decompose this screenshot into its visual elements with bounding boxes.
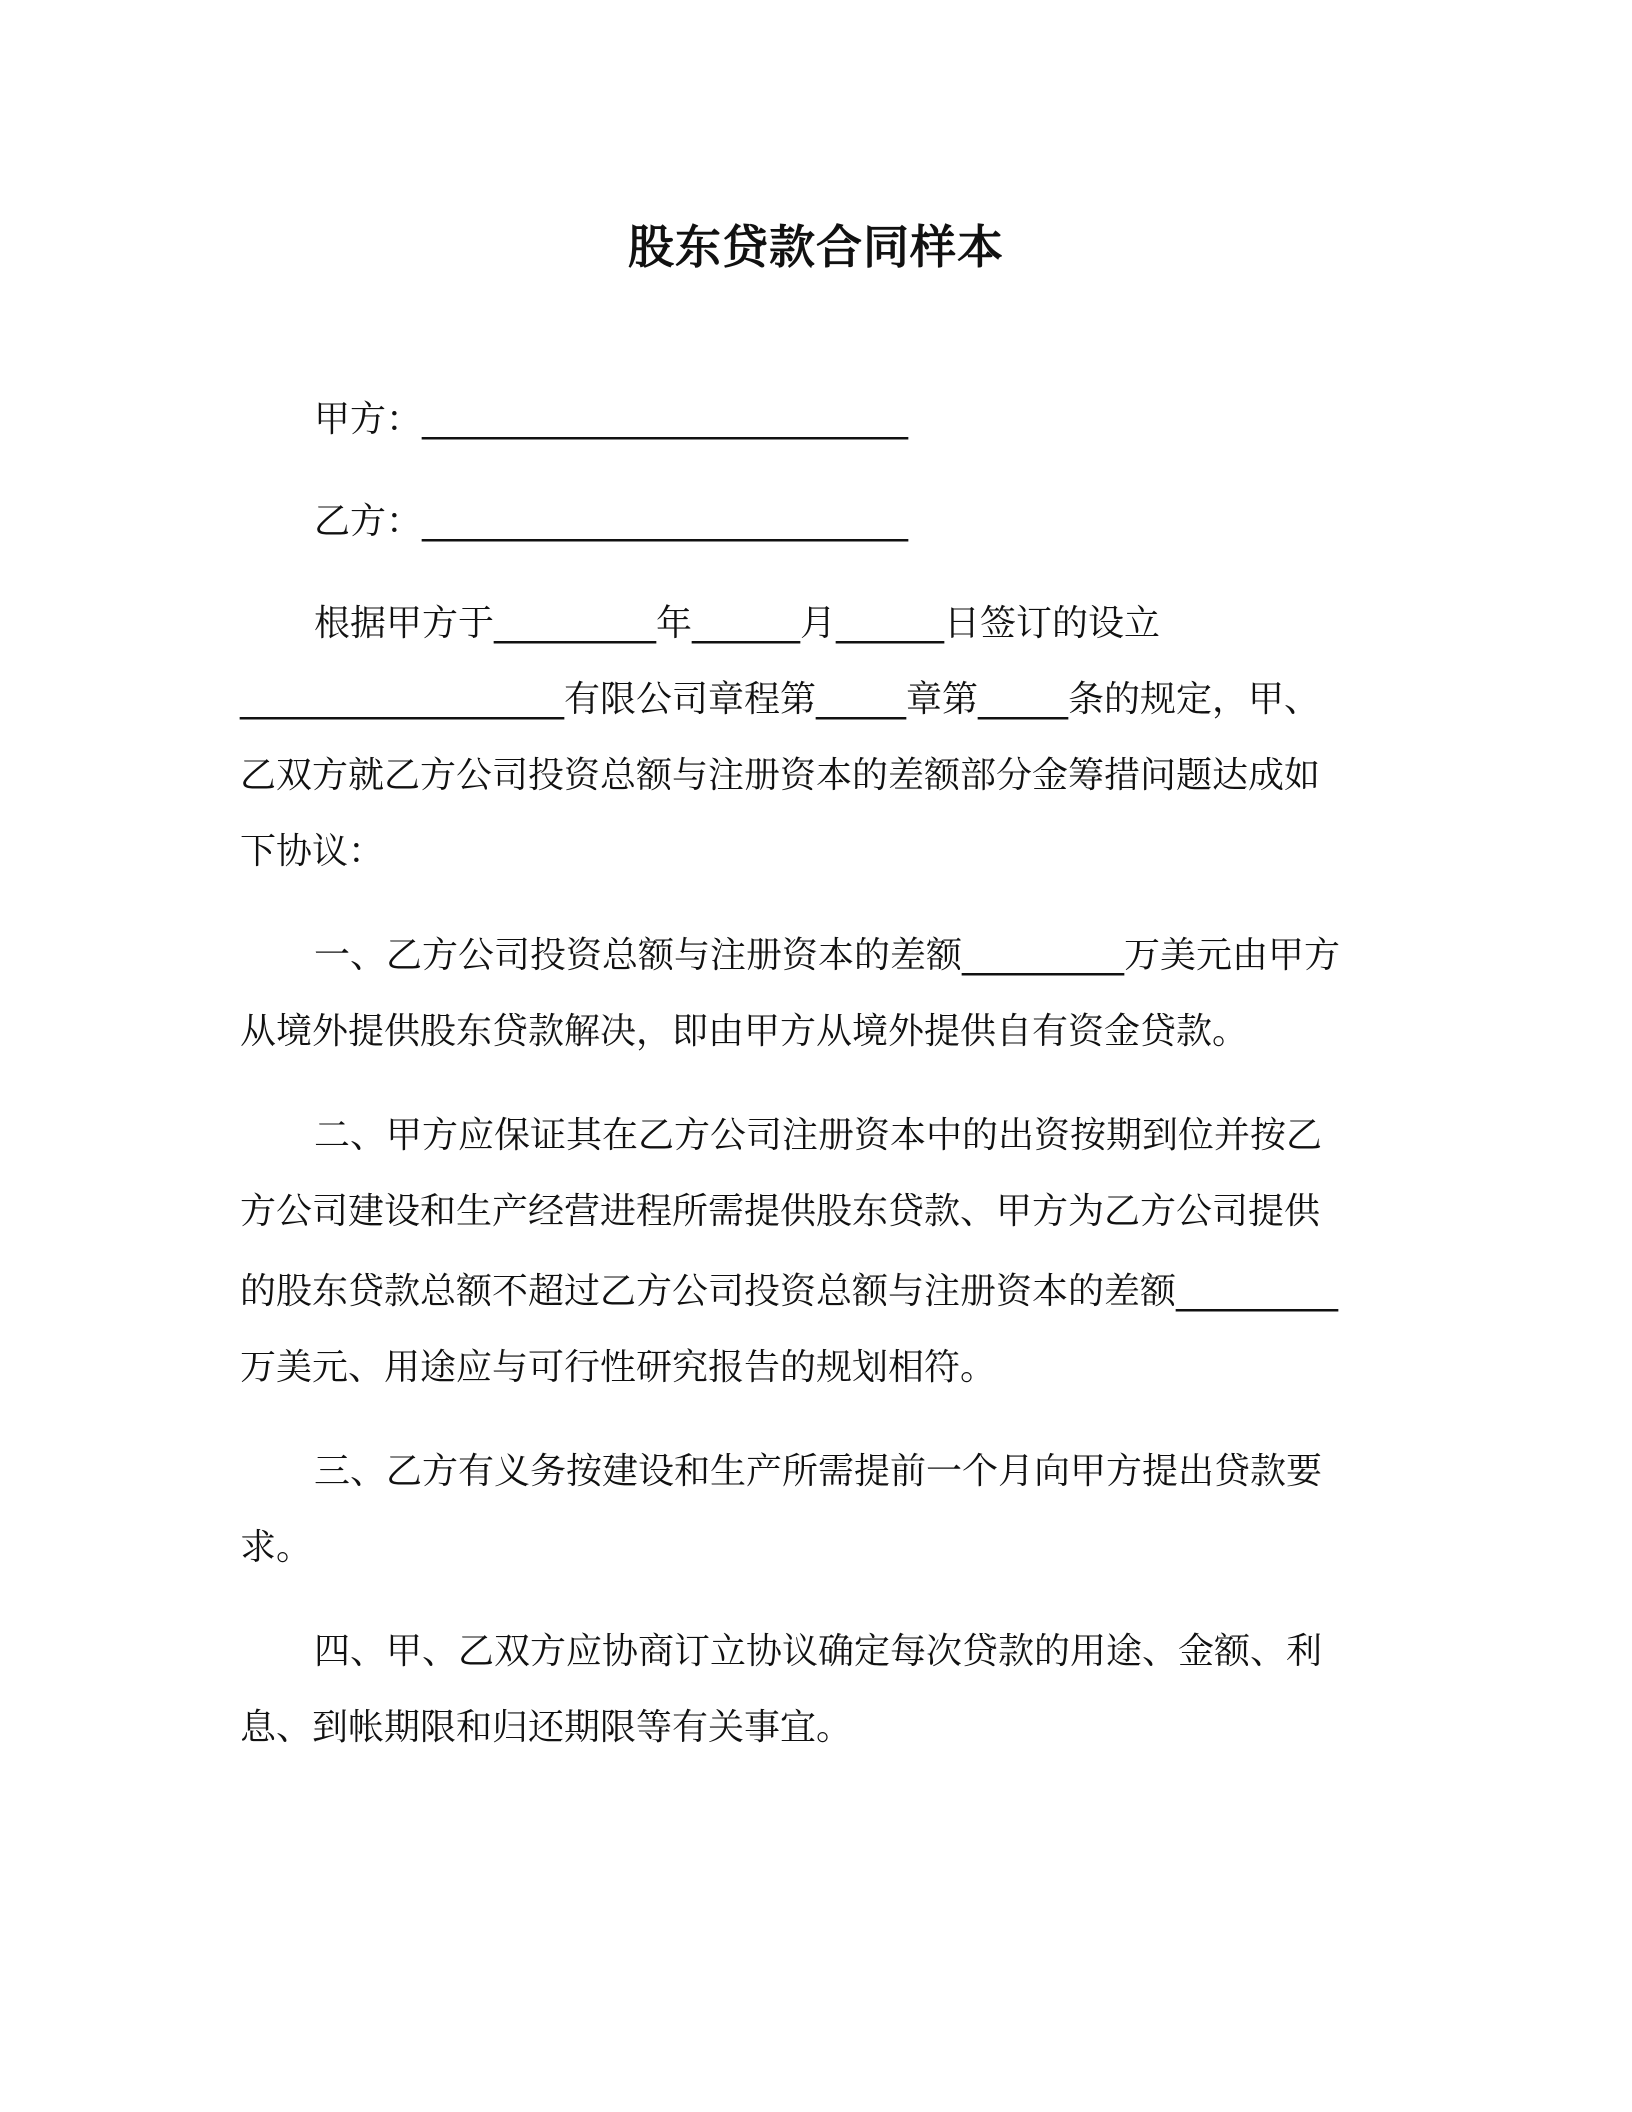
preamble-line-3: 乙双方就乙方公司投资总额与注册资本的差额部分金筹措问题达成如 xyxy=(240,755,1321,796)
clause-2-line-4: 万美元、用途应与可行性研究报告的规划相符。 xyxy=(240,1347,997,1388)
clause-2-line-3: 的股东贷款总额不超过乙方公司投资总额与注册资本的差额_________ xyxy=(240,1271,1339,1312)
preamble-line-2: __________________有限公司章程第_____章第_____条的规定，甲、 xyxy=(240,679,1321,720)
preamble-line-4: 下协议： xyxy=(240,831,385,872)
party-b-line: 乙方：___________________________ xyxy=(314,501,909,542)
clause-2-line-1: 二、甲方应保证其在乙方公司注册资本中的出资按期到位并按乙 xyxy=(314,1115,1323,1156)
party-a-line: 甲方：___________________________ xyxy=(314,399,909,440)
clause-2-line-2: 方公司建设和生产经营进程所需提供股东贷款、甲方为乙方公司提供 xyxy=(240,1191,1321,1232)
clause-4-line-2: 息、到帐期限和归还期限等有关事宜。 xyxy=(240,1707,853,1748)
clause-1-line-2: 从境外提供股东贷款解决，即由甲方从境外提供自有资金贷款。 xyxy=(240,1011,1249,1052)
document-title: 股东贷款合同样本 xyxy=(628,220,1004,274)
clause-4-line-1: 四、甲、乙双方应协商订立协议确定每次贷款的用途、金额、利 xyxy=(314,1631,1323,1672)
clause-3-line-2: 求。 xyxy=(240,1527,313,1568)
preamble-line-1: 根据甲方于_________年______月______日签订的设立 xyxy=(314,603,1161,644)
clause-3-line-1: 三、乙方有义务按建设和生产所需提前一个月向甲方提出贷款要 xyxy=(314,1451,1323,1492)
clause-1-line-1: 一、乙方公司投资总额与注册资本的差额_________万美元由甲方 xyxy=(314,935,1341,976)
